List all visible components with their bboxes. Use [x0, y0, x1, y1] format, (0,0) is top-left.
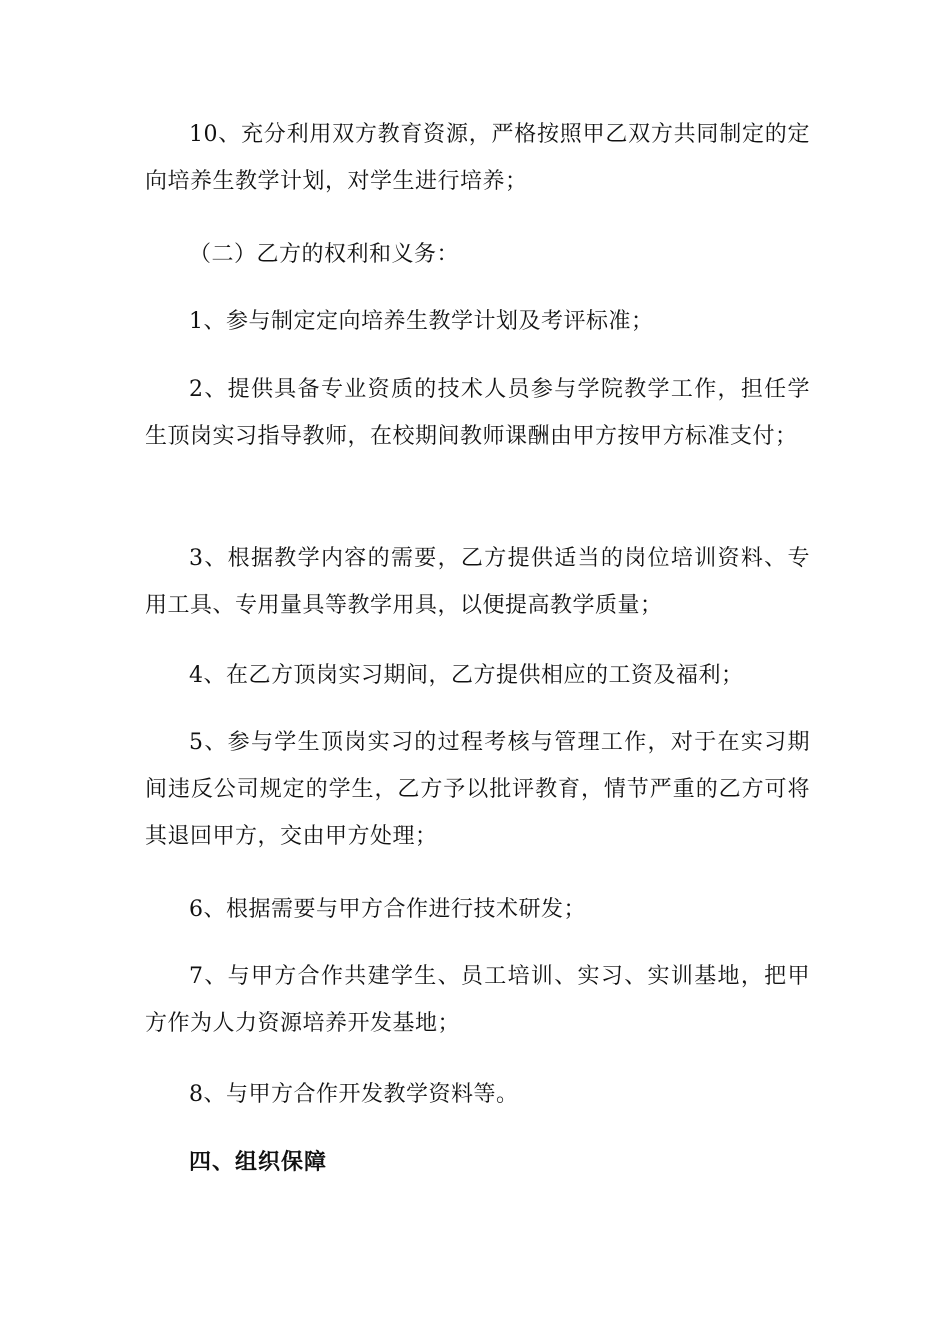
subsection-heading-party-b: （二）乙方的权利和义务：: [189, 242, 460, 267]
paragraph-item-3: 3、根据教学内容的需要，乙方提供适当的岗位培训资料、专用工具、专用量具等教学用具，以便提高教学质量；: [145, 546, 810, 618]
paragraph-item-5: 5、参与学生顶岗实习的过程考核与管理工作，对于在实习期间违反公司规定的学生，乙方予以批评教育，情节严重的乙方可将其退回甲方，交由甲方处理；: [145, 730, 810, 849]
paragraph-item-2: 2、提供具备专业资质的技术人员参与学院教学工作，担任学生顶岗实习指导教师，在校期间教师课酬由甲方按甲方标准支付；: [145, 377, 810, 449]
paragraph-item-4: 4、在乙方顶岗实习期间，乙方提供相应的工资及福利；: [189, 663, 744, 688]
paragraph-item-8: 8、与甲方合作开发教学资料等。: [189, 1082, 519, 1107]
paragraph-item-1: 1、参与制定定向培养生教学计划及考评标准；: [189, 309, 654, 334]
paragraph-item-10: 10、充分利用双方教育资源，严格按照甲乙双方共同制定的定向培养生教学计划，对学生进行培养；: [145, 122, 810, 194]
section-heading-organization: 四、组织保障: [189, 1149, 328, 1175]
paragraph-item-6: 6、根据需要与甲方合作进行技术研发；: [189, 897, 586, 922]
paragraph-item-7: 7、与甲方合作共建学生、员工培训、实习、实训基地，把甲方作为人力资源培养开发基地；: [145, 964, 810, 1036]
